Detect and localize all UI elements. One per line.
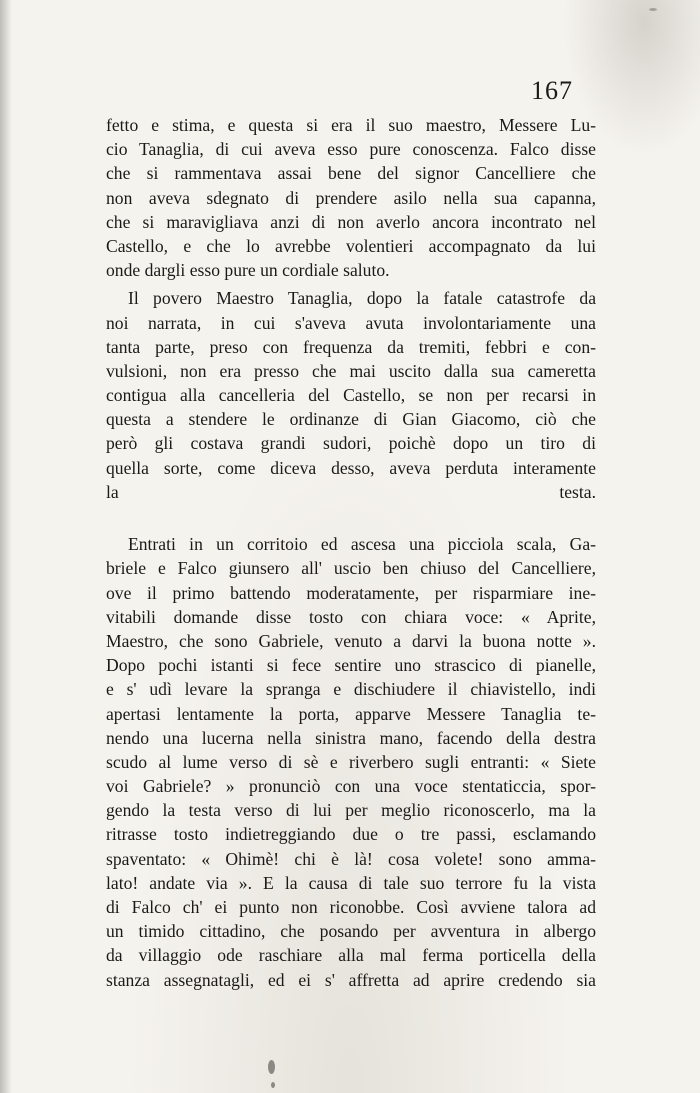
text-line: contigua alla cancelleria del Castello, se non per recarsi in (106, 385, 596, 406)
text-line: onde dargli esso pure un cordiale saluto. (106, 260, 390, 281)
text-line: vulsioni, non era presso che mai uscito dalla sua cameretta (106, 360, 596, 381)
text-line: un timido cittadino, che posando per avventura in albergo (106, 921, 596, 942)
text-line: lato! andate via ». E la causa di tale suo terrore fu la vista (106, 872, 596, 893)
text-line: vitabili domande disse tosto con chiara voce: « Aprite, (106, 606, 596, 627)
text-line: stanza assegnatagli, ed ei s' affretta ad aprire credendo sia (106, 969, 596, 990)
text-line: tanta parte, preso con frequenza da tremiti, febbri e con- (106, 336, 596, 357)
text-line: la testa. (106, 481, 596, 502)
text-line: Castello, e che lo avrebbe volentieri accompagnato da lui (106, 235, 596, 256)
text-line (106, 504, 596, 528)
text-line: spaventato: « Ohimè! chi è là! cosa volete! sono amma- (106, 848, 596, 869)
page-edge-shadow (0, 0, 12, 1093)
text-line: nendo una lucerna nella sinistra mano, facendo della destra (106, 727, 596, 748)
ink-speck (268, 1060, 275, 1074)
text-line: però gli costava grandi sudori, poichè dopo un tiro di (106, 433, 596, 454)
text-line: Maestro, che sono Gabriele, venuto a darvi la buona notte ». (106, 630, 596, 651)
page-number: 167 (531, 76, 573, 105)
text-line: Dopo pochi istanti si fece sentire uno strascico di pianelle, (106, 655, 596, 676)
paragraph-2 (106, 286, 596, 528)
text-line: fetto e stima, e questa si era il suo maestro, Messere Lu- (106, 115, 596, 135)
text-line: da villaggio ode raschiare alla mal ferma porticella della (106, 945, 596, 966)
text-line: che si rammentava assai bene del signor Cancelliere che (106, 163, 596, 184)
text-line: scudo al lume verso di sè e riverbero sugli entranti: « Siete (106, 751, 596, 772)
paragraph-3 (106, 532, 596, 992)
text-line: questa a stendere le ordinanze di Gian Giacomo, ciò che (106, 409, 596, 430)
ink-speck (649, 8, 657, 11)
paragraph-1 (106, 113, 596, 282)
text-line: Entrati in un corritoio ed ascesa una picciola scala, Ga- (128, 534, 596, 555)
body-text (106, 113, 596, 992)
text-line: briele e Falco giunsero all' uscio ben chiuso del Cancelliere, (106, 558, 596, 579)
text-line: e s' udì levare la spranga e dischiudere il chiavistello, indi (106, 679, 596, 700)
text-line: Il povero Maestro Tanaglia, dopo la fatale catastrofe da (128, 288, 596, 309)
text-line: quella sorte, come diceva desso, aveva perduta interamente (106, 457, 596, 478)
text-line: apertasi lentamente la porta, apparve Messere Tanaglia te- (106, 703, 596, 724)
text-line: non aveva sdegnato di prendere asilo nella sua capanna, (106, 187, 596, 208)
text-line: ritrasse tosto indietreggiando due o tre passi, esclamando (106, 824, 596, 845)
text-line: ove il primo battendo moderatamente, per risparmiare ine- (106, 582, 596, 603)
text-line: cio Tanaglia, di cui aveva esso pure conoscenza. Falco disse (106, 139, 596, 160)
text-line: voi Gabriele? » pronunciò con una voce stentaticcia, spor- (106, 776, 596, 797)
text-line: che si maravigliava anzi di non averlo ancora incontrato nel (106, 211, 596, 232)
text-line: di Falco ch' ei punto non riconobbe. Così avviene talora ad (106, 897, 596, 917)
ink-speck (271, 1082, 275, 1088)
text-line: gendo la testa verso di lui per meglio riconoscerlo, ma la (106, 800, 596, 821)
text-line: noi narrata, in cui s'aveva avuta involontariamente una (106, 312, 596, 333)
